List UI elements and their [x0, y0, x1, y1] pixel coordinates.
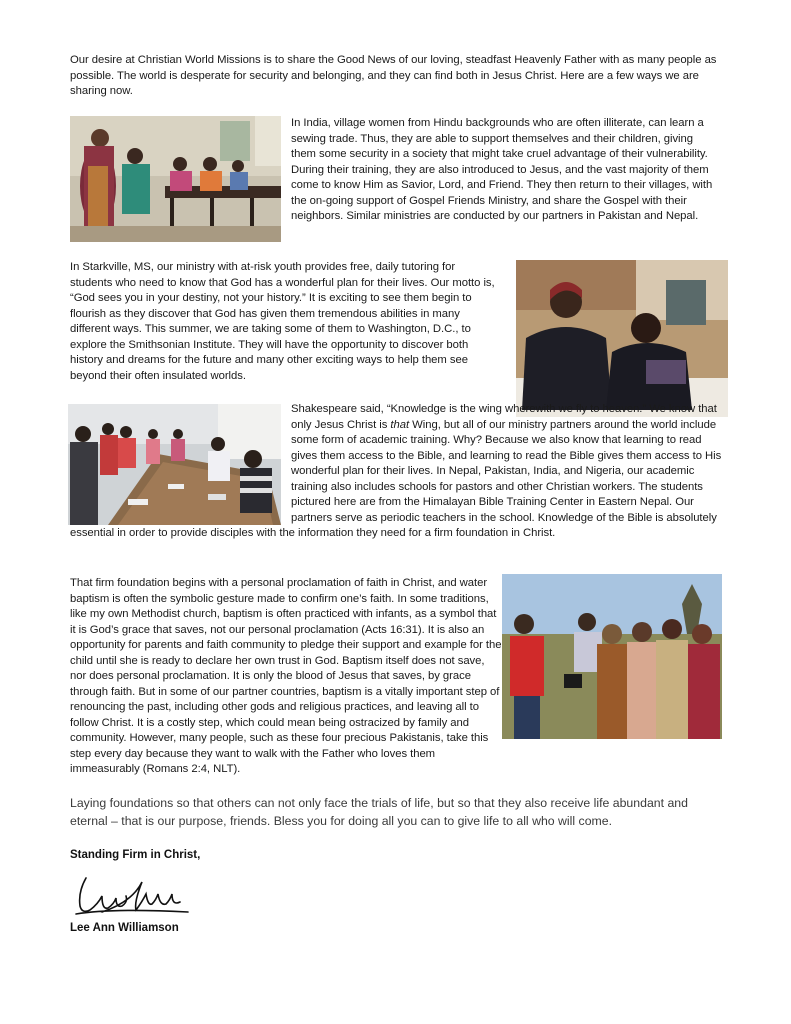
intro-paragraph: Our desire at Christian World Missions is to share the Good News of our loving, steadfast Heavenly Father with as many people as possible. The world is desperate for security and belonging, and they can find both in Jesus Christ. Here are a few ways we are sharing now.: [70, 54, 717, 97]
closing-paragraph: Laying foundations so that others can not only face the trials of life, but so that they also receive life abundant and eternal – that is our purpose, friends. Bless you for doing all you can to give life to all who will come.: [70, 796, 688, 828]
knowledge-paragraph: Shakespeare said, “Knowledge is the wing wherewith we fly to heaven.” We know that only Jesus Christ is that Wing, but all of our ministry partners around the world include some form of academic training. Why? Because we also know that learning to read gives them access to the Bible, and learning to read the Bible gives them access to His wonderful plan for their lives. In Nepal, Pakistan, India, and Nigeria, our academic training also includes schools for pastors and other Christian workers. The students pictured here are from the Himalayan Bible Training Center in Eastern Nepal. Our partners serve as periodic teachers in the school. Knowledge of the Bible is absolutely essential in order to provide disciples with the information they need for a firm foundation in Christ.: [70, 403, 722, 539]
handwritten-signature: [72, 872, 192, 918]
photo-wrap-spacer: [502, 576, 726, 747]
tutoring-photo: [516, 260, 728, 417]
salutation: Standing Firm in Christ,: [70, 849, 201, 861]
signer-name: Lee Ann Williamson: [70, 922, 179, 934]
starkville-paragraph: In Starkville, MS, our ministry with at-risk youth provides free, daily tutoring for students who need to know that God has a wonderful plan for their lives. Our motto is, “God sees you in your destiny, not your history.” It is exciting to see them begin to flourish as they discover that God has given them tremendous abilities in many different ways. This summer, we are taking some of them to Washington, D.C., to explore the Smithsonian Institute. They will have the opportunity to discover both history and dreams for the future and many other exciting ways to help them see beyond their often insulated worlds.: [70, 261, 495, 382]
india-paragraph: In India, village women from Hindu backgrounds who are often illiterate, can learn a sewing trade. Thus, they are able to support themselves and their children, giving them some security in a society that might take cruel advantage of their vulnerability. During their training, they are also introduced to Jesus, and the vast majority of them come to know Him as Savior, Lord, and Friend. They then return to their villages, with the on-going support of Gospel Friends Ministry, and share the Gospel with their neighbors. Similar ministries are conducted by our partners in Pakistan and Nepal.: [291, 117, 713, 222]
foundation-paragraph: That firm foundation begins with a personal proclamation of faith in Christ, and water baptism is often the symbolic gesture made to confirm one’s faith. In some traditions, like my own Methodist church, baptism is often practiced with infants, as a symbol that it is God’s grace that saves, not our personal proclamation (Acts 16:31). It is also an opportunity for parents and faith community to pledge their support and example for the child until she is ready to declare her own trust in God. Baptism itself does not save, nor does personal proclamation. It is only the blood of Jesus that saves, by grace through faith. But in some of our partner countries, baptism is a vitally important step of renouncing the past, including other gods and religious practices, and leaving all to follow Christ. It is a costly step, which could mean being ostracized by family and community. However, many people, such as these four precious Pakistanis, take this step every day because they want to walk with the Father who loves them immeasurably (Romans 2:4, NLT).: [70, 576, 726, 778]
sewing-class-photo: [70, 116, 281, 242]
photo-wrap-spacer: [70, 402, 291, 526]
